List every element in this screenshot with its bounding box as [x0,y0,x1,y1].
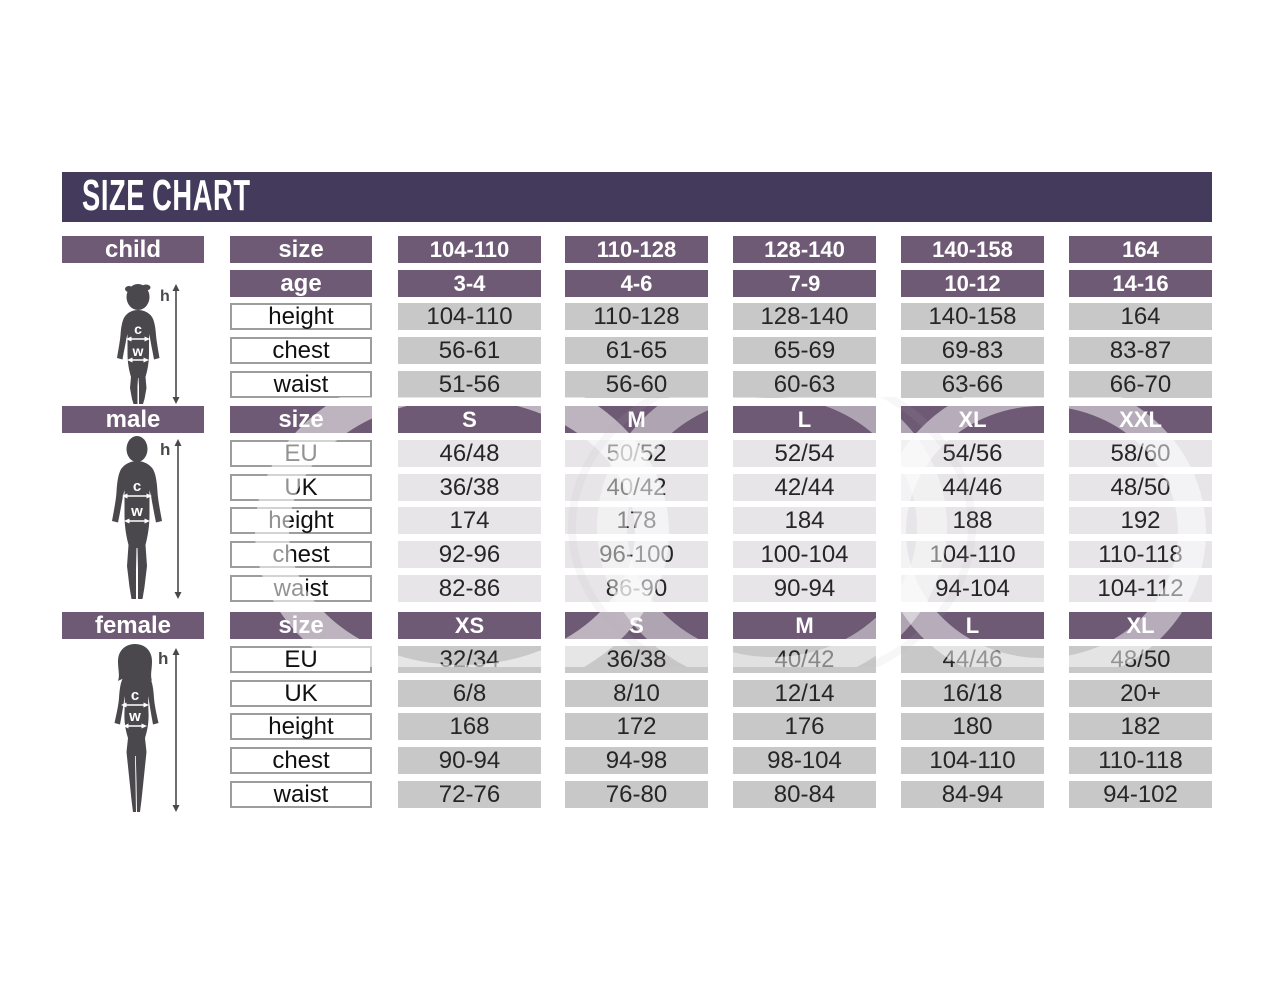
cell-male-waist-3: 94-104 [901,575,1044,602]
cell-female-EU-0: 32/34 [398,646,541,673]
child-waist-label: w [132,343,144,359]
cell-male-size-2: L [733,406,876,433]
male-chest-label: c [132,478,142,495]
cell-child-age-1: 4-6 [565,270,708,297]
cell-child-waist-2: 60-63 [733,371,876,398]
cell-female-EU-4: 48/50 [1069,646,1212,673]
cell-male-chest-0: 92-96 [398,541,541,568]
cell-female-UK-3: 16/18 [901,680,1044,707]
female-waist-label: w [129,708,141,725]
cell-female-chest-2: 98-104 [733,747,876,774]
cell-male-height-2: 184 [733,507,876,534]
cell-male-EU-3: 54/56 [901,440,1044,467]
row-label-male-chest: chest [230,541,372,568]
cell-female-UK-0: 6/8 [398,680,541,707]
cell-female-height-0: 168 [398,713,541,740]
cell-male-EU-2: 52/54 [733,440,876,467]
cell-child-age-0: 3-4 [398,270,541,297]
cell-child-waist-4: 66-70 [1069,371,1212,398]
cell-child-size-0: 104-110 [398,236,541,263]
cell-child-chest-3: 69-83 [901,337,1044,364]
child-height-arrow [173,284,180,404]
cell-child-age-3: 10-12 [901,270,1044,297]
cell-female-chest-1: 94-98 [565,747,708,774]
row-label-child-age: age [230,270,372,297]
row-label-male-size: size [230,406,372,433]
cell-female-chest-3: 104-110 [901,747,1044,774]
cell-child-age-4: 14-16 [1069,270,1212,297]
cell-male-size-1: M [565,406,708,433]
cell-child-size-2: 128-140 [733,236,876,263]
cell-male-waist-1: 86-90 [565,575,708,602]
cell-female-UK-2: 12/14 [733,680,876,707]
cell-child-chest-1: 61-65 [565,337,708,364]
cell-male-EU-4: 58/60 [1069,440,1212,467]
row-label-male-waist: waist [230,575,372,602]
cell-male-UK-4: 48/50 [1069,474,1212,501]
cell-child-waist-3: 63-66 [901,371,1044,398]
row-label-child-size: size [230,236,372,263]
cell-child-chest-0: 56-61 [398,337,541,364]
row-label-male-height: height [230,507,372,534]
child-chest-label: c [134,321,142,337]
cell-male-height-0: 174 [398,507,541,534]
row-label-child-chest: chest [230,337,372,364]
cell-male-chest-1: 96-100 [565,541,708,568]
cell-child-height-3: 140-158 [901,303,1044,330]
female-height-label: h [158,649,169,668]
cell-male-size-4: XXL [1069,406,1212,433]
cell-child-height-0: 104-110 [398,303,541,330]
cell-female-chest-4: 110-118 [1069,747,1212,774]
child-figure [92,282,197,404]
cell-female-size-3: L [901,612,1044,639]
row-label-female-size: size [230,612,372,639]
cell-female-height-4: 182 [1069,713,1212,740]
child-height-label: h [160,288,170,305]
cell-male-chest-4: 110-118 [1069,541,1212,568]
cell-female-UK-1: 8/10 [565,680,708,707]
size-chart-sheet [62,172,1212,832]
row-label-child-height: height [230,303,372,330]
female-silhouette [115,644,159,812]
cell-female-size-0: XS [398,612,541,639]
cell-child-waist-0: 51-56 [398,371,541,398]
cell-child-size-1: 110-128 [565,236,708,263]
title-banner [62,172,1212,222]
cell-female-waist-1: 76-80 [565,781,708,808]
male-height-arrow [175,439,182,599]
cell-male-waist-4: 104-112 [1069,575,1212,602]
cell-child-height-2: 128-140 [733,303,876,330]
male-height-label: h [160,440,171,459]
cell-female-size-4: XL [1069,612,1212,639]
cell-male-EU-0: 46/48 [398,440,541,467]
page-title: SIZE CHART [82,171,251,220]
cell-male-waist-2: 90-94 [733,575,876,602]
row-label-female-UK: UK [230,680,372,707]
cell-child-size-3: 140-158 [901,236,1044,263]
cell-child-age-2: 7-9 [733,270,876,297]
cell-female-height-1: 172 [565,713,708,740]
female-figure [90,642,200,816]
cell-child-height-4: 164 [1069,303,1212,330]
cell-male-UK-3: 44/46 [901,474,1044,501]
cell-male-waist-0: 82-86 [398,575,541,602]
row-label-male-UK: UK [230,474,372,501]
cell-child-chest-4: 83-87 [1069,337,1212,364]
female-chest-label: c [130,687,140,704]
row-label-child-waist: waist [230,371,372,398]
row-label-male-EU: EU [230,440,372,467]
male-figure [90,435,200,603]
row-label-female-height: height [230,713,372,740]
cell-male-size-0: S [398,406,541,433]
female-height-arrow [173,648,180,812]
cell-female-waist-2: 80-84 [733,781,876,808]
row-label-female-waist: waist [230,781,372,808]
cell-male-height-3: 188 [901,507,1044,534]
cell-male-height-1: 178 [565,507,708,534]
cell-male-UK-2: 42/44 [733,474,876,501]
cell-male-UK-0: 36/38 [398,474,541,501]
cell-female-size-2: M [733,612,876,639]
row-label-female-chest: chest [230,747,372,774]
cell-male-chest-3: 104-110 [901,541,1044,568]
cell-male-size-3: XL [901,406,1044,433]
cell-male-EU-1: 50/52 [565,440,708,467]
cell-male-chest-2: 100-104 [733,541,876,568]
male-waist-label: w [131,503,143,520]
cell-female-waist-3: 84-94 [901,781,1044,808]
cell-female-height-2: 176 [733,713,876,740]
cell-female-UK-4: 20+ [1069,680,1212,707]
cell-female-height-3: 180 [901,713,1044,740]
cell-female-size-1: S [565,612,708,639]
section-band-female: female [62,612,204,639]
cell-child-chest-2: 65-69 [733,337,876,364]
cell-child-waist-1: 56-60 [565,371,708,398]
cell-male-height-4: 192 [1069,507,1212,534]
section-band-male: male [62,406,204,433]
cell-female-chest-0: 90-94 [398,747,541,774]
cell-male-UK-1: 40/42 [565,474,708,501]
cell-female-EU-2: 40/42 [733,646,876,673]
cell-female-waist-4: 94-102 [1069,781,1212,808]
section-band-child: child [62,236,204,263]
cell-female-waist-0: 72-76 [398,781,541,808]
cell-child-height-1: 110-128 [565,303,708,330]
cell-child-size-4: 164 [1069,236,1212,263]
cell-female-EU-3: 44/46 [901,646,1044,673]
cell-female-EU-1: 36/38 [565,646,708,673]
row-label-female-EU: EU [230,646,372,673]
